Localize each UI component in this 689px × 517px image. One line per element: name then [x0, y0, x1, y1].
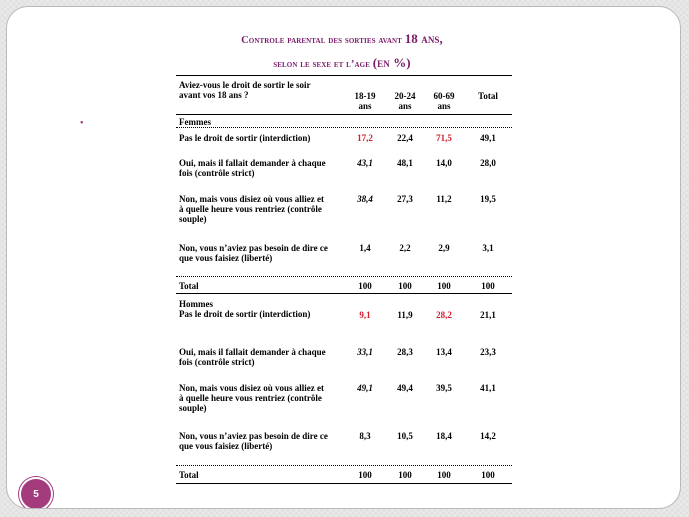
value-cell: 22,4	[397, 133, 413, 143]
row-label: Non, vous n’aviez pas besoin de dire ce que vous faisiez (liberté)	[179, 431, 328, 451]
row-label: Pas le droit de sortir (interdiction)	[179, 309, 311, 319]
value-cell: 13,4	[436, 347, 452, 357]
slide-number-badge: 5	[19, 477, 53, 509]
total-cell: 100	[481, 281, 495, 291]
title-line-2-emphasis: (en %)	[372, 55, 411, 70]
value-cell: 38,4	[357, 194, 373, 204]
total-rule-hommes	[176, 465, 512, 466]
row-label: Pas le droit de sortir (interdiction)	[179, 133, 311, 143]
value-cell: 17,2	[357, 133, 373, 143]
value-cell: 28,2	[436, 310, 452, 320]
value-cell: 1,4	[359, 243, 371, 253]
section-label-hommes: Hommes	[179, 299, 213, 309]
row-label: Oui, mais il fallait demander à chaque fois (contrôle strict)	[179, 347, 326, 367]
title-line-1-emphasis: 18 ans,	[404, 31, 443, 46]
section-label-femmes: Femmes	[179, 117, 211, 127]
total-cell: 100	[358, 470, 372, 480]
column-header-total: Total	[478, 91, 498, 101]
total-cell: 100	[398, 470, 412, 480]
table-bottom-rule	[176, 483, 512, 484]
total-cell: 100	[437, 470, 451, 480]
total-cell: 100	[398, 281, 412, 291]
value-cell: 9,1	[359, 310, 371, 320]
row-label: Oui, mais il fallait demander à chaque fois (contrôle strict)	[179, 158, 326, 178]
value-cell: 2,2	[399, 243, 411, 253]
row-label: Non, mais vous disiez où vous alliez et à quelle heure vous rentriez (contrôle souple)	[179, 194, 325, 224]
value-cell: 10,5	[397, 431, 413, 441]
total-cell: 100	[481, 470, 495, 480]
bullet-dot: •	[80, 118, 84, 129]
value-cell: 33,1	[357, 347, 373, 357]
title-line-1-text: Controle parental des sorties avant	[241, 35, 405, 46]
value-cell: 71,5	[436, 133, 452, 143]
row-label: Non, vous n’aviez pas besoin de dire ce que vous faisiez (liberté)	[179, 243, 328, 263]
total-rule-femmes	[176, 276, 512, 277]
slide-title-line-2	[121, 55, 563, 71]
value-cell: 41,1	[480, 383, 496, 393]
value-cell: 2,9	[438, 243, 450, 253]
value-cell: 28,0	[480, 158, 496, 168]
title-line-2-text: selon le sexe et l’age	[273, 59, 373, 70]
value-cell: 49,1	[480, 133, 496, 143]
row-label: Non, mais vous disiez où vous alliez et à quelle heure vous rentriez (contrôle souple)	[179, 383, 325, 413]
value-cell: 14,2	[480, 431, 496, 441]
total-cell: 100	[358, 281, 372, 291]
section-rule-femmes	[176, 127, 512, 128]
value-cell: 19,5	[480, 194, 496, 204]
total-label-femmes: Total	[179, 281, 199, 291]
value-cell: 8,3	[359, 431, 371, 441]
value-cell: 28,3	[397, 347, 413, 357]
value-cell: 39,5	[436, 383, 452, 393]
value-cell: 3,1	[482, 243, 494, 253]
value-cell: 11,9	[397, 310, 413, 320]
total-label-hommes: Total	[179, 470, 199, 480]
value-cell: 49,1	[357, 383, 373, 393]
value-cell: 14,0	[436, 158, 452, 168]
slide-title-line-1	[121, 31, 563, 47]
section-divider	[176, 293, 512, 294]
table-top-rule	[176, 75, 512, 76]
total-cell: 100	[437, 281, 451, 291]
column-header-20-24: 20-24 ans	[394, 91, 416, 111]
value-cell: 43,1	[357, 158, 373, 168]
value-cell: 23,3	[480, 347, 496, 357]
column-header-18-19: 18-19 ans	[354, 91, 376, 111]
value-cell: 48,1	[397, 158, 413, 168]
question-header: Aviez-vous le droit de sortir le soir avant vos 18 ans ?	[179, 80, 311, 100]
header-rule	[176, 114, 512, 115]
value-cell: 27,3	[397, 194, 413, 204]
table-sheet	[121, 25, 563, 509]
column-header-60-69: 60-69 ans	[433, 91, 455, 111]
value-cell: 49,4	[397, 383, 413, 393]
value-cell: 21,1	[480, 310, 496, 320]
value-cell: 18,4	[436, 431, 452, 441]
value-cell: 11,2	[436, 194, 452, 204]
slide-frame	[6, 6, 681, 509]
